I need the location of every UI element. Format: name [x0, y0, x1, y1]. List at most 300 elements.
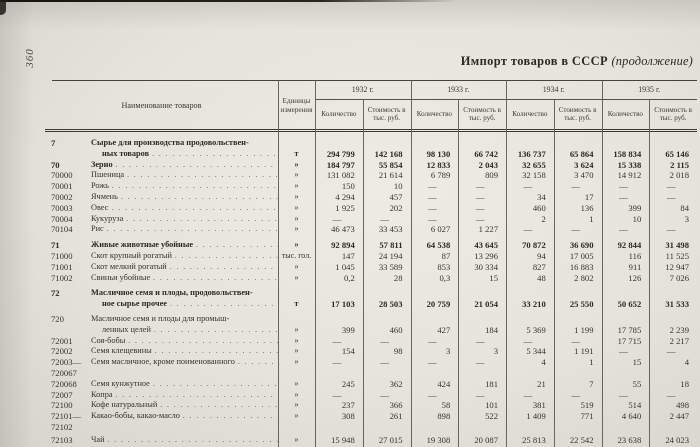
- value-cell: 101: [485, 400, 498, 411]
- value-cell: —: [523, 389, 533, 400]
- value-cell: 184 797: [326, 159, 355, 170]
- value-cell: —: [332, 357, 342, 368]
- value-cell: 1: [589, 357, 594, 368]
- value-cell: —: [332, 335, 342, 346]
- page-number: 360: [23, 48, 36, 68]
- value-cell: 498: [676, 400, 689, 411]
- value-cell: —: [428, 389, 437, 400]
- value-cell: 184: [485, 324, 498, 335]
- commodity-name: Семя масличное, кроме поименованного . . .: [91, 357, 278, 368]
- unit-cell: »: [294, 411, 299, 421]
- table-row: [45, 214, 697, 225]
- header-name-column: Наименование товаров: [121, 101, 202, 110]
- value-cell: —: [475, 213, 485, 224]
- dot-leader: [112, 181, 278, 192]
- value-cell: 27 015: [378, 434, 403, 445]
- value-cell: 20 759: [426, 299, 451, 310]
- unit-cell: »: [294, 324, 299, 334]
- unit-cell: »: [294, 389, 299, 399]
- dot-leader: [111, 203, 278, 214]
- commodity-name: Соя-бобы . . .: [91, 336, 278, 347]
- value-cell: 32 655: [522, 159, 546, 170]
- value-cell: 1: [589, 213, 594, 224]
- value-cell: 294 799: [326, 148, 355, 159]
- value-cell: 15: [489, 272, 498, 283]
- value-cell: 457: [389, 191, 403, 202]
- title-text: Импорт товаров в СССР: [460, 54, 608, 68]
- unit-cell: »: [294, 170, 299, 180]
- commodity-code: 72100: [51, 400, 73, 411]
- value-cell: 898: [437, 411, 451, 422]
- table-row: [45, 203, 697, 214]
- value-cell: 7: [589, 378, 594, 389]
- table-row: [45, 181, 697, 192]
- value-cell: 98 130: [426, 148, 451, 159]
- value-cell: 131 082: [326, 170, 355, 181]
- unit-cell: »: [294, 181, 299, 191]
- commodity-code: 72001: [51, 335, 73, 346]
- value-cell: 427: [437, 324, 451, 335]
- value-cell: 17 005: [569, 250, 594, 261]
- value-cell: —: [475, 202, 485, 213]
- commodity-code: 70003: [51, 202, 73, 213]
- commodity-code: 72: [51, 288, 60, 299]
- value-cell: 66 742: [474, 148, 498, 159]
- value-cell: 154: [341, 346, 355, 357]
- value-cell: —: [475, 335, 485, 346]
- table-row: [45, 192, 697, 203]
- value-cell: 14 912: [617, 170, 642, 181]
- value-cell: 1 925: [335, 202, 355, 213]
- value-cell: 21 614: [378, 170, 403, 181]
- value-cell: 18: [680, 378, 689, 389]
- value-cell: 92 844: [617, 240, 642, 251]
- unit-cell: »: [294, 191, 299, 201]
- table-row: [45, 288, 697, 310]
- unit-cell: т: [294, 148, 299, 158]
- value-cell: 424: [437, 378, 451, 389]
- value-cell: —: [619, 346, 628, 357]
- dot-leader: [121, 192, 278, 203]
- value-cell: —: [332, 389, 342, 400]
- value-cell: 15 948: [331, 434, 355, 445]
- value-cell: 809: [485, 170, 498, 181]
- dot-leader: [128, 336, 278, 347]
- value-cell: 4: [541, 357, 546, 368]
- value-cell: 24 023: [665, 434, 689, 445]
- value-cell: —: [571, 181, 580, 192]
- value-cell: 94: [537, 250, 546, 261]
- value-cell: —: [666, 346, 676, 357]
- unit-cell: »: [294, 240, 299, 250]
- value-cell: 65 864: [569, 148, 594, 159]
- value-cell: 43 645: [474, 240, 498, 251]
- dot-leader: [127, 170, 278, 181]
- value-cell: 31 533: [665, 299, 689, 310]
- value-cell: 34: [537, 191, 546, 202]
- value-cell: —: [428, 213, 437, 224]
- dot-leader: [183, 411, 278, 422]
- year-label: 1935 г.: [638, 85, 661, 94]
- value-cell: 2: [541, 213, 546, 224]
- table-row: [45, 357, 697, 379]
- value-cell: 92 894: [331, 240, 355, 251]
- value-cell: 1 191: [574, 346, 594, 357]
- value-cell: 0,3: [439, 272, 451, 283]
- value-cell: 2 018: [669, 170, 689, 181]
- commodity-name: Какао-бобы, какао-масло . . .: [91, 411, 278, 422]
- value-cell: 7 026: [669, 272, 689, 283]
- value-header: Стоимость в тыс. руб.: [367, 105, 406, 122]
- value-cell: 50 652: [617, 299, 642, 310]
- value-cell: 366: [389, 400, 403, 411]
- unit-cell: тыс. гол.: [281, 250, 312, 260]
- table-row: [45, 346, 697, 357]
- value-cell: 245: [341, 378, 355, 389]
- table-row: [45, 379, 697, 390]
- header-bottom-rule: [45, 129, 697, 132]
- value-cell: 36 690: [569, 240, 594, 251]
- value-cell: —: [428, 357, 437, 368]
- value-cell: 261: [389, 411, 403, 422]
- value-cell: 3: [684, 213, 689, 224]
- commodity-code: 70: [51, 159, 60, 170]
- value-cell: 19 308: [426, 434, 451, 445]
- unit-cell: »: [294, 335, 299, 345]
- unit-cell: »: [294, 272, 299, 282]
- dot-leader: [116, 390, 278, 401]
- value-cell: —: [475, 389, 485, 400]
- value-header: Стоимость в тыс. руб.: [654, 105, 693, 122]
- quantity-header: Количество: [607, 109, 643, 118]
- unit-cell: »: [294, 159, 299, 169]
- value-cell: 3 470: [574, 170, 594, 181]
- unit-cell: »: [294, 261, 299, 271]
- commodity-name: Ячмень . . .: [91, 192, 278, 203]
- value-cell: 23 638: [617, 434, 642, 445]
- commodity-name: Кукуруза . . .: [91, 214, 278, 225]
- value-cell: 3: [493, 346, 498, 357]
- value-header: Стоимость в тыс. руб.: [558, 105, 597, 122]
- value-cell: 2 802: [574, 272, 594, 283]
- value-cell: —: [523, 181, 533, 192]
- commodity-code: 71: [51, 240, 60, 251]
- value-cell: 17 715: [617, 335, 642, 346]
- table-row: [45, 224, 697, 235]
- value-cell: 827: [532, 261, 546, 272]
- quantity-header: Количество: [416, 109, 452, 118]
- value-cell: 98: [393, 346, 403, 357]
- value-cell: —: [523, 224, 533, 235]
- unit-cell: »: [294, 378, 299, 388]
- value-cell: 21: [537, 378, 546, 389]
- commodity-name: Пшеница . . .: [91, 170, 278, 181]
- value-cell: —: [571, 224, 580, 235]
- value-cell: 308: [341, 411, 355, 422]
- value-cell: 362: [389, 378, 403, 389]
- commodity-code: 72103: [51, 434, 73, 445]
- dot-leader: [154, 325, 278, 336]
- value-cell: 33 210: [522, 299, 546, 310]
- commodity-code: 70001: [51, 181, 73, 192]
- value-cell: 1 227: [478, 224, 498, 235]
- table-row: [45, 435, 697, 446]
- value-cell: 1 409: [526, 411, 546, 422]
- value-cell: 12 833: [426, 159, 451, 170]
- value-cell: 28 503: [378, 299, 403, 310]
- commodity-code: 72007: [51, 389, 73, 400]
- value-cell: 514: [628, 400, 642, 411]
- table-row: [45, 251, 697, 262]
- year-label: 1934 г.: [542, 85, 565, 94]
- commodity-code: 7: [51, 138, 56, 148]
- table-row: [45, 170, 697, 181]
- value-cell: 519: [580, 400, 594, 411]
- value-cell: 2 043: [478, 159, 498, 170]
- value-cell: 126: [628, 272, 642, 283]
- value-cell: 4 294: [335, 191, 355, 202]
- value-cell: 2 447: [669, 411, 689, 422]
- commodity-code: 720068: [51, 378, 77, 389]
- value-cell: 12 947: [665, 261, 689, 272]
- value-cell: 84: [680, 202, 689, 213]
- table-row: [45, 138, 697, 160]
- page-title: [461, 54, 693, 69]
- value-cell: 55: [632, 378, 642, 389]
- commodity-code: 72003— 720067: [51, 357, 82, 378]
- dot-leader: [126, 214, 278, 225]
- title-continuation-label: (продолжение): [611, 54, 693, 68]
- value-cell: 21 054: [474, 299, 498, 310]
- commodity-code: 72002: [51, 346, 73, 357]
- value-cell: 55 854: [378, 159, 403, 170]
- commodity-code: 70104: [51, 224, 73, 235]
- commodity-code: 70002: [51, 191, 73, 202]
- value-cell: —: [380, 357, 389, 368]
- commodity-name: Семя кунжутное . . .: [91, 379, 278, 390]
- value-cell: 17 785: [617, 324, 642, 335]
- value-cell: 6 789: [430, 170, 451, 181]
- value-cell: 17 103: [331, 299, 355, 310]
- dot-leader: [170, 299, 278, 310]
- value-cell: 460: [532, 202, 546, 213]
- value-header: Стоимость в тыс. руб.: [463, 105, 502, 122]
- value-cell: —: [619, 224, 628, 235]
- value-cell: 399: [341, 324, 355, 335]
- value-cell: 136 737: [517, 148, 546, 159]
- value-cell: 150: [341, 181, 355, 192]
- value-cell: 6 027: [430, 224, 451, 235]
- commodity-name: Живые животные убойные . . .: [91, 240, 278, 251]
- unit-cell: »: [294, 224, 299, 234]
- unit-cell: »: [294, 213, 299, 223]
- commodity-code: 720: [51, 313, 64, 324]
- value-cell: —: [666, 181, 676, 192]
- commodity-code: 71001: [51, 261, 73, 272]
- value-cell: 136: [580, 202, 594, 213]
- value-cell: 911: [628, 261, 642, 272]
- value-cell: 4 640: [621, 411, 642, 422]
- commodity-code: 71002: [51, 272, 73, 283]
- value-cell: 202: [389, 202, 403, 213]
- table-row: [45, 390, 697, 401]
- value-cell: 853: [437, 261, 451, 272]
- header-unit-column: Единицы измерения: [280, 97, 313, 114]
- dot-leader: [108, 435, 278, 446]
- value-cell: 2 115: [670, 159, 689, 170]
- value-cell: 147: [341, 250, 355, 261]
- commodity-name: Семя клещевины . . .: [91, 346, 278, 357]
- unit-cell: »: [294, 434, 299, 444]
- value-cell: —: [428, 335, 437, 346]
- commodity-name: Рис . . .: [91, 224, 278, 235]
- commodity-name: Овес . . .: [91, 203, 278, 214]
- value-cell: 399: [628, 202, 642, 213]
- unit-cell: »: [294, 400, 299, 410]
- commodity-name: Рожь . . .: [91, 181, 278, 192]
- value-cell: 4: [684, 357, 689, 368]
- value-cell: 22 542: [569, 434, 594, 445]
- unit-cell: т: [294, 299, 299, 309]
- dot-leader: [175, 251, 278, 262]
- value-cell: 15: [632, 357, 642, 368]
- value-cell: 0,2: [344, 272, 355, 283]
- dot-leader: [160, 400, 278, 411]
- value-cell: —: [475, 181, 485, 192]
- dot-leader: [152, 149, 278, 160]
- value-cell: 33 453: [378, 224, 403, 235]
- value-cell: 158 834: [613, 148, 642, 159]
- dot-leader: [153, 379, 278, 390]
- quantity-header: Количество: [512, 109, 548, 118]
- value-cell: —: [428, 191, 437, 202]
- value-cell: 25 550: [569, 299, 594, 310]
- value-cell: 65 146: [665, 148, 689, 159]
- value-cell: 237: [341, 400, 355, 411]
- table-row: [45, 400, 697, 411]
- value-cell: 64 538: [426, 240, 451, 251]
- value-cell: 87: [441, 250, 451, 261]
- value-cell: 20 087: [474, 434, 498, 445]
- value-cell: 17: [584, 191, 594, 202]
- value-cell: 15 338: [617, 159, 642, 170]
- value-cell: 3 624: [574, 159, 594, 170]
- dot-leader: [238, 357, 278, 368]
- value-cell: 460: [389, 324, 403, 335]
- value-cell: 116: [628, 250, 642, 261]
- value-cell: —: [475, 191, 485, 202]
- commodity-code: 71000: [51, 250, 73, 261]
- value-cell: 5 344: [526, 346, 546, 357]
- value-cell: —: [380, 389, 389, 400]
- dot-leader: [155, 346, 278, 357]
- value-cell: —: [666, 224, 676, 235]
- table-row: [45, 262, 697, 273]
- value-cell: —: [666, 389, 676, 400]
- scan-edge-artifact: [0, 0, 458, 2]
- commodity-name: Сырье для производства продовольствен- ных товаров . . .: [91, 138, 278, 160]
- value-cell: 58: [441, 400, 451, 411]
- unit-cell: »: [294, 202, 299, 212]
- table-row: [45, 314, 697, 336]
- value-cell: —: [332, 213, 342, 224]
- table-row: [45, 160, 697, 171]
- table-row: [45, 273, 697, 284]
- value-cell: 1 045: [335, 261, 355, 272]
- commodity-code: 70004: [51, 213, 73, 224]
- value-cell: 3: [445, 346, 451, 357]
- value-cell: —: [619, 191, 628, 202]
- year-label: 1932 г.: [351, 85, 374, 94]
- value-cell: 46 473: [331, 224, 355, 235]
- value-cell: —: [619, 181, 628, 192]
- value-cell: 142 168: [374, 148, 403, 159]
- value-cell: —: [666, 191, 676, 202]
- value-cell: —: [428, 181, 437, 192]
- value-cell: —: [380, 213, 389, 224]
- value-cell: 10: [632, 213, 642, 224]
- value-cell: 522: [485, 411, 498, 422]
- commodity-name: Скот мелкий рогатый . . .: [91, 262, 278, 273]
- table-body: [45, 133, 697, 447]
- value-cell: —: [571, 389, 580, 400]
- value-cell: 30 334: [474, 261, 498, 272]
- quantity-header: Количество: [321, 109, 357, 118]
- commodity-name: Свиньи убойные . . .: [91, 273, 278, 284]
- dot-leader: [107, 224, 278, 235]
- value-cell: 31 498: [665, 240, 689, 251]
- commodity-code: 72101— 72102: [51, 411, 82, 432]
- commodity-name: Кофе натуральный . . .: [91, 400, 278, 411]
- value-cell: 381: [532, 400, 546, 411]
- value-cell: 48: [537, 272, 546, 283]
- table-row: [45, 336, 697, 347]
- commodity-name: Копра . . .: [91, 390, 278, 401]
- value-cell: 2 217: [669, 335, 689, 346]
- value-cell: 24 194: [378, 250, 403, 261]
- value-cell: 33 589: [378, 261, 403, 272]
- import-table: [45, 80, 697, 447]
- value-cell: 1 199: [574, 324, 594, 335]
- value-cell: 11 525: [665, 250, 689, 261]
- dot-leader: [153, 273, 278, 284]
- year-label: 1933 г.: [447, 85, 470, 94]
- value-cell: —: [619, 389, 628, 400]
- value-cell: 5 369: [526, 324, 546, 335]
- table-row: [45, 411, 697, 433]
- value-cell: —: [380, 335, 389, 346]
- commodity-code: 70000: [51, 170, 73, 181]
- dot-leader: [196, 240, 278, 251]
- value-cell: 70 872: [522, 240, 546, 251]
- dot-leader: [116, 160, 278, 171]
- value-cell: 771: [580, 411, 594, 422]
- value-cell: —: [428, 202, 437, 213]
- value-cell: 2 239: [669, 324, 689, 335]
- value-cell: 181: [485, 378, 498, 389]
- value-cell: 13 296: [474, 250, 498, 261]
- value-cell: 10: [393, 181, 403, 192]
- commodity-name: Зерно . . .: [91, 160, 278, 171]
- unit-cell: »: [294, 346, 299, 356]
- commodity-name: Чай . . .: [91, 435, 278, 446]
- value-cell: 32 158: [522, 170, 546, 181]
- value-cell: —: [571, 335, 580, 346]
- table-row: [45, 240, 697, 251]
- commodity-name: Масличное семя и плоды для промыш- ленных целей . . .: [91, 314, 278, 336]
- commodity-name: Скот крупный рогатый . . .: [91, 251, 278, 262]
- dot-leader: [170, 262, 278, 273]
